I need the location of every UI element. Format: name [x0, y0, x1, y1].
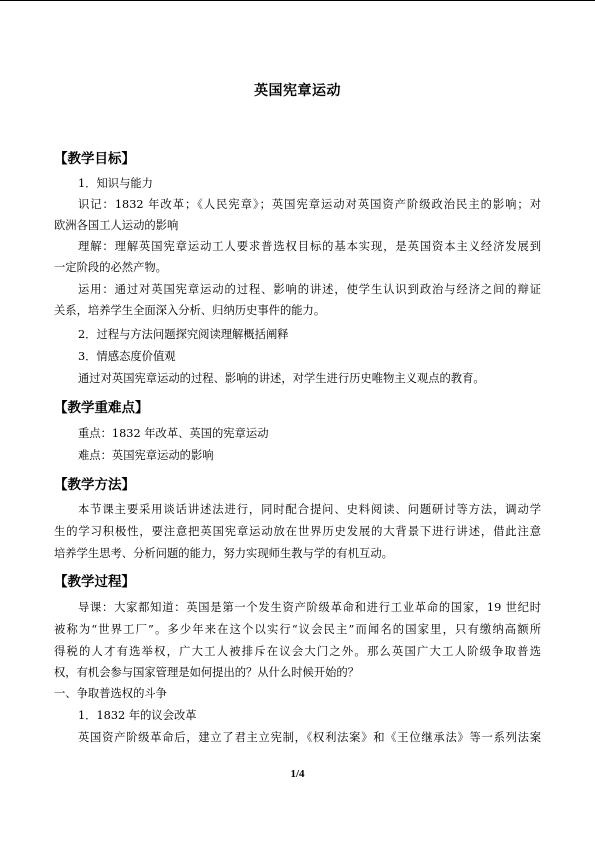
methods-line-3: 培养学生思考、分析问题的能力，努力实现师生教与学的有机互动。: [54, 547, 393, 560]
process-intro-line-4: 权，有机会参与国家管理是如何提出的？从什么时候开始的？: [54, 666, 360, 679]
process-intro-line-2: 被称为“世界工厂”。多少年来在这个以实行“议会民主”而闻名的国家里，只有缴纳高额所: [54, 623, 541, 636]
heading-key-points: 【教学重难点】: [54, 400, 149, 416]
key-point-difficulty: 难点：英国宪章运动的影响: [78, 449, 214, 462]
heading-teaching-process: 【教学过程】: [54, 574, 135, 590]
goals-item-3-text: 通过对英国宪章运动的过程、影响的讲述，对学生进行历史唯物主义观点的教育。: [78, 372, 485, 385]
heading-teaching-methods: 【教学方法】: [54, 477, 135, 493]
goals-apply-line-1: 运用：通过对英国宪章运动的过程、影响的讲述，使学生认识到政治与经济之间的辩证: [78, 283, 541, 296]
page-number: 1/4: [290, 768, 305, 780]
methods-line-2: 生的学习积极性，要注意把英国宪章运动放在世界历史发展的大背景下进行讲述，借此注意: [54, 525, 541, 538]
document-title: 英国宪章运动: [254, 83, 341, 99]
process-section-1: 一、争取普选权的斗争: [54, 687, 167, 700]
process-intro-line-3: 得税的人才有选举权，广大工人被排斥在议会大门之外。那么英国广大工人阶级争取普选: [54, 645, 541, 658]
heading-teaching-goals: 【教学目标】: [54, 151, 135, 167]
process-subsection-1: 1．1832 年的议会改革: [78, 709, 197, 722]
goals-understand-line-2: 一定阶段的必然产物。: [54, 261, 167, 274]
process-intro-line-1: 导课：大家都知道：英国是第一个发生资产阶级革命和进行工业革命的国家，19 世纪时: [78, 601, 541, 614]
methods-line-1: 本节课主要采用谈话讲述法进行，同时配合提问、史料阅读、问题研讨等方法，调动学: [78, 503, 541, 516]
goals-item-3: 3．情感态度价值观: [78, 350, 176, 363]
goals-item-2: 2．过程与方法问题探究阅读理解概括阐释: [78, 328, 289, 341]
top-border-line: [0, 0, 595, 1]
goals-recall-line-1: 识记：1832 年改革；《人民宪章》；英国宪章运动对英国资产阶级政治民主的影响；对: [78, 198, 541, 211]
goals-recall-line-2: 欧洲各国工人运动的影响: [54, 219, 179, 232]
goals-apply-line-2: 关系，培养学生全面深入分析、归纳历史事件的能力。: [54, 304, 326, 317]
goals-understand-line-1: 理解：理解英国宪章运动工人要求普选权目标的基本实现，是英国资本主义经济发展到: [78, 240, 541, 253]
goals-item-1: 1．知识与能力: [78, 177, 153, 190]
process-paragraph-1: 英国资产阶级革命后，建立了君主立宪制，《权利法案》和《王位继承法》等一系列法案: [78, 731, 541, 744]
key-point-focus: 重点：1832 年改革、英国的宪章运动: [78, 427, 269, 440]
